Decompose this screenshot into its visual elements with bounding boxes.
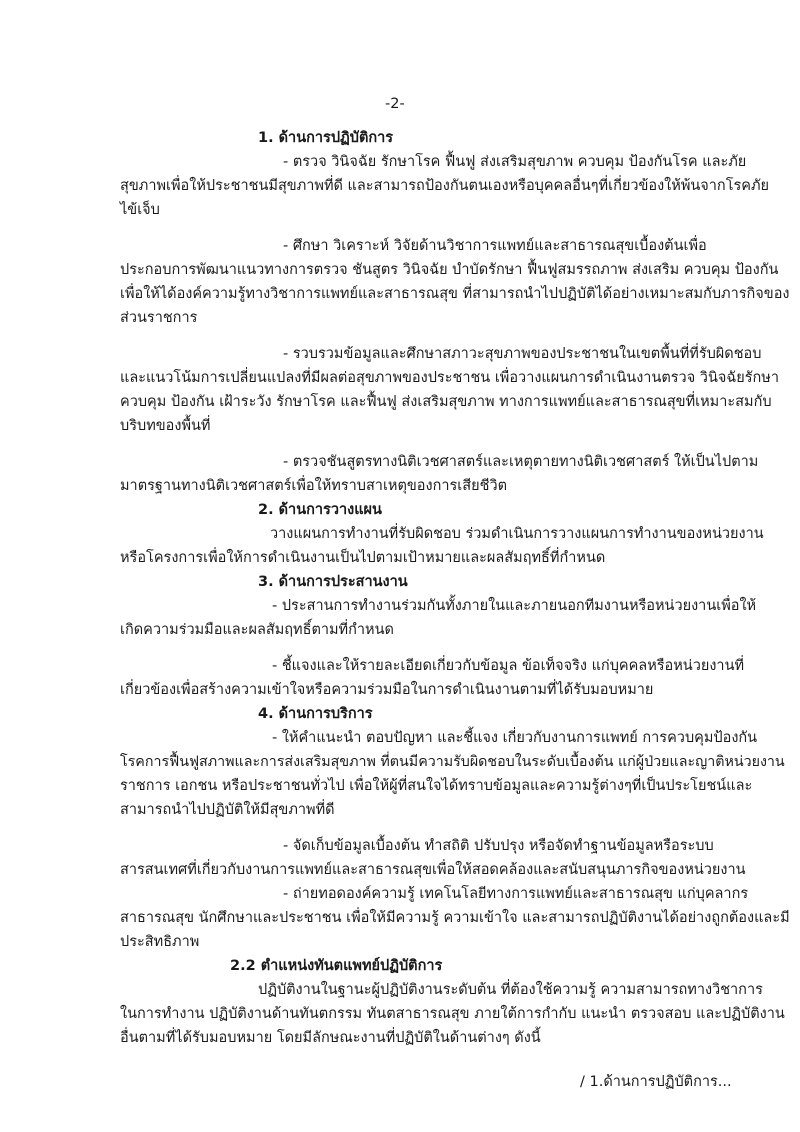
section-2-2-line: อื่นตามที่ได้รับมอบหมาย โดยมีลักษณะงานที่ปฏิบัติในด้านต่างๆ ดังนี้ [120, 1030, 541, 1046]
section-1-item-2-line: ประกอบการพัฒนาแนวทางการตรวจ ชันสูตร วินิจฉัย บำบัดรักษา ฟื้นฟูสมรรถภาพ ส่งเสริม ควบคุม ป้องกัน [120, 262, 779, 278]
section-2-line: วางแผนการทำงานที่รับผิดชอบ ร่วมดำเนินการวางแผนการทำงานของหน่วยงาน [270, 526, 764, 542]
section-2-2-heading: 2.2 ตำแหน่งทันตแพทย์ปฏิบัติการ [230, 958, 443, 974]
section-4-heading: 4. ด้านการบริการ [258, 706, 373, 722]
section-3-item-2-line: เกี่ยวข้องเพื่อสร้างความเข้าใจหรือความร่วมมือในการดำเนินงานตามที่ได้รับมอบหมาย [120, 682, 654, 698]
section-3-item-2-line: - ชี้แจงและให้รายละเอียดเกี่ยวกับข้อมูล ข้อเท็จจริง แก่บุคคลหรือหน่วยงานที่ [272, 658, 745, 674]
section-1-item-1-line: ไข้เจ็บ [120, 202, 160, 218]
section-3-item-1-line: เกิดความร่วมมือและผลสัมฤทธิ์ตามที่กำหนด [120, 622, 394, 638]
section-3-heading: 3. ด้านการประสานงาน [258, 574, 408, 590]
section-4-item-2-line: สารสนเทศที่เกี่ยวกับงานการแพทย์และสาธารณสุขเพื่อให้สอดคล้องและสนับสนุนภารกิจของหน่วยงาน [120, 862, 746, 878]
section-4-item-3-line: สาธารณสุข นักศึกษาและประชาชน เพื่อให้มีความรู้ ความเข้าใจ และสามารถปฏิบัติงานได้อย่างถูกต้องและมี [120, 910, 790, 926]
footer-continuation: / 1.ด้านการปฏิบัติการ... [580, 1074, 732, 1090]
section-2-2-line: ในการทำงาน ปฏิบัติงานด้านทันตกรรม ทันตสาธารณสุข ภายใต้การกำกับ แนะนำ ตรวจสอบ และปฏิบัติงาน [120, 1006, 785, 1022]
section-1-item-2-line: ส่วนราชการ [120, 310, 198, 326]
section-1-item-3-line: บริบทของพื้นที่ [120, 418, 211, 434]
section-1-item-3-line: ควบคุม ป้องกัน เฝ้าระวัง รักษาโรค และฟื้นฟู ส่งเสริมสุขภาพ ทางการแพทย์และสาธารณสุขที่เหมาะสมกับ [120, 394, 772, 410]
section-1-item-4-line: มาตรฐานทางนิติเวชศาสตร์เพื่อให้ทราบสาเหตุของการเสียชีวิต [120, 478, 507, 494]
section-4-item-3-line: - ถ่ายทอดองค์ความรู้ เทคโนโลยีทางการแพทย์และสาธารณสุข แก่บุคลากร [283, 886, 749, 902]
section-4-item-2-line: - จัดเก็บข้อมูลเบื้องต้น ทำสถิติ ปรับปรุง หรือจัดทำฐานข้อมูลหรือระบบ [283, 838, 714, 854]
section-2-heading: 2. ด้านการวางแผน [258, 502, 382, 518]
section-1-item-3-line: - รวบรวมข้อมูลและศึกษาสภาวะสุขภาพของประชาชนในเขตพื้นที่ที่รับผิดชอบ [283, 346, 762, 362]
section-3-item-1-line: - ประสานการทำงานร่วมกันทั้งภายในและภายนอกทีมงานหรือหน่วยงานเพื่อให้ [272, 598, 757, 614]
section-4-item-1-line: สามารถนำไปปฏิบัติให้มีสุขภาพที่ดี [120, 802, 335, 818]
section-1-item-2-line: - ศึกษา วิเคราะห์ วิจัยด้านวิชาการแพทย์และสาธารณสุขเบื้องต้นเพื่อ [283, 238, 707, 254]
page-number: -2- [385, 96, 405, 112]
section-4-item-1-line: โรคการฟื้นฟูสภาพและการส่งเสริมสุขภาพ ที่ตนมีความรับผิดชอบในระดับเบื้องต้น แก่ผู้ป่วยและญาติหน่วยงาน [120, 754, 785, 770]
section-1-heading: 1. ด้านการปฏิบัติการ [258, 130, 394, 146]
section-4-item-1-line: - ให้คำแนะนำ ตอบปัญหา และชี้แจง เกี่ยวกับงานการแพทย์ การควบคุมป้องกัน [272, 730, 758, 746]
section-4-item-3-line: ประสิทธิภาพ [120, 934, 200, 950]
section-1-item-1-line: - ตรวจ วินิจฉัย รักษาโรค ฟื้นฟู ส่งเสริมสุขภาพ ควบคุม ป้องกันโรค และภัย [283, 154, 747, 170]
section-4-item-1-line: ราชการ เอกชน หรือประชาชนทั่วไป เพื่อให้ผู้ที่สนใจได้ทราบข้อมูลและความรู้ต่างๆที่เป็นประโยชน์และ [120, 778, 753, 794]
section-2-line: หรือโครงการเพื่อให้การดำเนินงานเป็นไปตามเป้าหมายและผลสัมฤทธิ์ที่กำหนด [120, 550, 606, 566]
section-2-2-line: ปฏิบัติงานในฐานะผู้ปฏิบัติงานระดับต้น ที่ต้องใช้ความรู้ ความสามารถทางวิชาการ [258, 982, 763, 998]
section-1-item-1-line: สุขภาพเพื่อให้ประชาชนมีสุขภาพที่ดี และสามารถป้องกันตนเองหรือบุคคลอื่นๆที่เกี่ยวข้องให้พ้นจากโรคภัย [120, 178, 770, 194]
section-1-item-4-line: - ตรวจชันสูตรทางนิติเวชศาสตร์และเหตุตายทางนิติเวชศาสตร์ ให้เป็นไปตาม [283, 454, 759, 470]
section-1-item-2-line: เพื่อให้ได้องค์ความรู้ทางวิชาการแพทย์และสาธารณสุข ที่สามารถนำไปปฏิบัติได้อย่างเหมาะสมกับภารกิจของ [120, 286, 790, 302]
section-1-item-3-line: และแนวโน้มการเปลี่ยนแปลงที่มีผลต่อสุขภาพของประชาชน เพื่อวางแผนการดำเนินงานตรวจ วินิจฉัยรักษา [120, 370, 779, 386]
